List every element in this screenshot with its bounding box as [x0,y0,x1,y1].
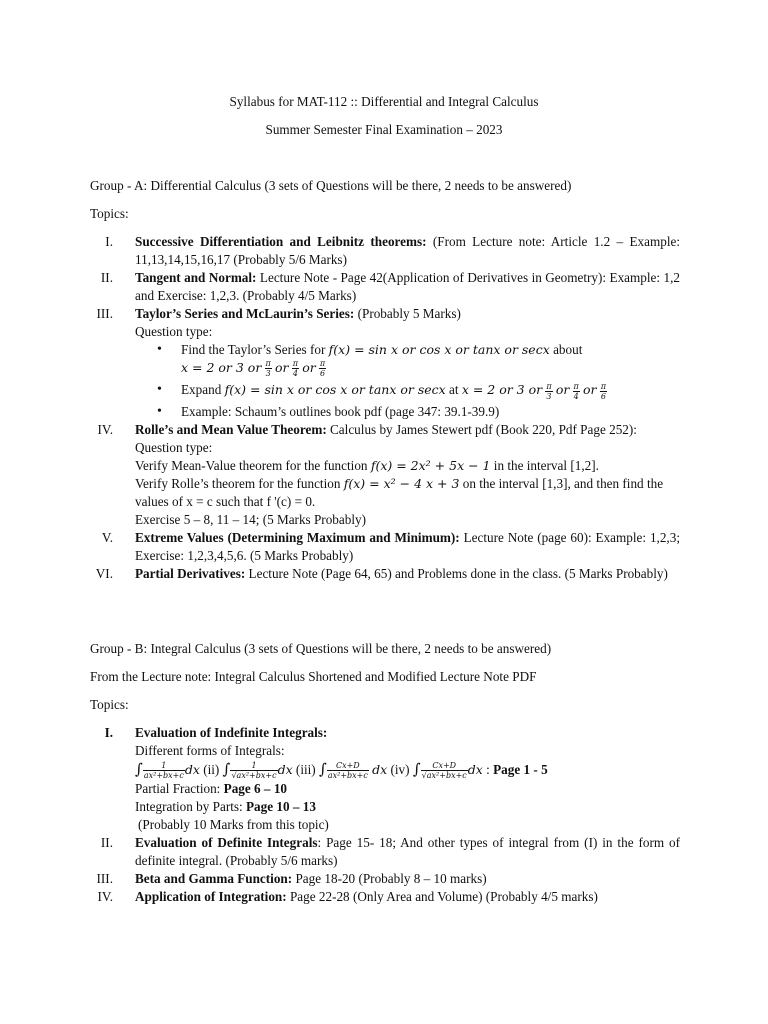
document-title: Syllabus for MAT-112 :: Differential and Integral Calculus [229,94,539,109]
topic-number: V. [101,529,113,545]
topic-text: (From Lecture note: Article 1.2 – Example: 11,13,14,15,16,17 (Probably 5/6 Marks) [135,234,681,267]
bullet-text: Example: Schaum’s outlines book pdf (page 347: 39.1-39.9) [181,403,500,419]
topic-title: Partial Derivatives: [135,565,246,581]
topic-number: IV. [97,421,113,437]
topic-a-5 [90,529,680,565]
topic-number: IV. [97,889,113,905]
fraction: $\frac{Cx+D}{\text{ax²+bx+c}}$ [327,761,368,781]
topic-number: III. [96,871,113,887]
topic-text: (Probably 5 Marks) [354,306,461,321]
bullet-item [153,403,680,421]
topic-text: Page 22-28 (Only Area and Volume) (Probably 4/5 marks) [289,889,598,905]
fraction: $\frac{\pi}{4}$ [292,359,298,379]
topic-a-6 [90,565,680,583]
topic-a-2 [90,269,680,305]
topic-text: Lecture Note - Page 42(Application of Derivatives in Geometry): Example: 1,2 and Exercise: 1,2,3. (Probably 4/5 Marks) [135,270,680,303]
group-a-heading: Group - A: Differential Calculus (3 sets of Questions will be there, 2 needs to be answered) [90,178,572,193]
group-b-topics-label: Topics: [90,697,129,712]
fraction: $\frac{\pi}{4}$ [573,381,579,401]
topic-title: Evaluation of Indefinite Integrals: [135,725,328,740]
rolle-line: Verify Rolle’s theorem for the function f(x) = x² − 4 x + 3 on the interval [1,3], and then find the values of x = c such that f '(c) = 0. [135,475,664,509]
topic-title: Taylor’s Series and McLaurin’s Series: [135,306,355,321]
bullet-item [153,381,680,400]
topic-text: : Page 15- 18; And other types of integral from (I) in the form of definite integral. (Probably 5/6 marks) [135,835,680,869]
topic-title: Rolle’s and Mean Value Theorem: [135,421,327,437]
marks-note: (Probably 10 Marks from this topic) [138,817,329,833]
question-type-label: Question type: [135,324,213,339]
bullet-item [153,341,680,378]
fraction: $\frac{1}{\text{√ax²+bx+c}}$ [231,761,277,781]
topic-title: Beta and Gamma Function: [135,871,293,887]
bullet-text: Find the Taylor’s Series for [181,342,326,357]
topic-text: Lecture Note (Page 64, 65) and Problems done in the class. (5 Marks Probably) [248,565,668,581]
fraction: $\frac{1}{\text{ax²+bx+c}}$ [143,761,184,781]
math-expression: or [275,360,289,375]
group-a-topic-list [90,233,680,583]
topic-a-4 [90,421,680,529]
bullet-text: at [448,382,459,398]
topic-title: Tangent and Normal: [135,270,257,285]
math-expression: or [555,382,570,398]
topic-number: I. [105,234,113,249]
mvt-line: Verify Mean-Value theorem for the function f(x) = 2x² + 5x − 1 in the interval [1,2]. [135,457,599,473]
forms-label: Different forms of Integrals: [135,743,285,758]
topic-number: III. [96,306,113,321]
topic-text: Calculus by James Stewert pdf (Book 220, Pdf Page 252): [330,421,637,437]
page-reference: Page 1 - 5 [493,762,548,777]
math-expression: x = 2 or 3 or [181,360,262,375]
topic-number: VI. [95,565,113,581]
bullet-text: Expand [181,382,222,398]
math-expression: or [583,382,597,398]
topic-a-1 [90,233,680,269]
topic-b-2 [90,834,680,870]
group-a-topics-label: Topics: [90,206,129,221]
math-expression: x = 2 or 3 or [461,382,543,398]
topic-title: Evaluation of Definite Integrals [135,835,318,851]
document-subtitle: Summer Semester Final Examination – 2023 [265,122,503,137]
math-expression: f(x) = x² − 4 x + 3 [343,475,460,491]
topic-b-1 [90,724,680,834]
fraction: $\frac{\pi}{3}$ [546,381,552,401]
topic-text: Lecture Note (page 60): Example: 1,2,3; Exercise: 1,2,3,4,5,6. (5 Marks Probably) [135,529,680,563]
topic-title: Application of Integration: [135,889,287,905]
bullet-text: about [553,342,583,357]
math-expression: f(x) = sin x or cos x or tanx or secx [328,342,550,357]
topic-a-3 [90,305,680,421]
exercise-line: Exercise 5 – 8, 11 – 14; (5 Marks Probably) [135,511,366,527]
fraction: $\frac{\pi}{3}$ [265,359,271,379]
lecture-note-source: From the Lecture note: Integral Calculus Shortened and Modified Lecture Note PDF [90,669,537,684]
math-expression: f(x) = 2x² + 5x − 1 [370,457,491,473]
fraction: $\frac{\pi}{6}$ [600,381,606,401]
math-expression: f(x) = sin x or cos x or tanx or secx [224,382,446,398]
topic-title: Extreme Values (Determining Maximum and Minimum): [135,529,460,545]
topic-number: II. [100,270,113,285]
group-b-heading: Group - B: Integral Calculus (3 sets of Questions will be there, 2 needs to be answered) [90,641,552,656]
fraction: $\frac{Cx+D}{\text{√ax²+bx+c}}$ [421,761,467,781]
math-expression: or [302,360,316,375]
topic-b-4 [90,888,680,906]
taylor-bullets [135,341,680,421]
topic-text: Page 18-20 (Probably 8 – 10 marks) [295,871,487,887]
integration-by-parts-line: Integration by Parts: Page 10 – 13 [135,799,316,815]
question-type-label: Question type: [135,439,213,455]
topic-number: II. [100,835,113,851]
topic-number: I. [104,725,113,740]
partial-fraction-line: Partial Fraction: Page 6 – 10 [135,781,288,797]
fraction: $\frac{\pi}{6}$ [319,359,326,379]
integral-forms: ∫ $\frac{1}{\text{ax²+bx+c}}$ dx (ii) ∫ $\frac{1}{\text{√ax²+bx+c}}$ dx (iii) ∫ $\frac{Cx+D}{\text{ax²+bx+c}}$ dx (iv) ∫ $\frac{Cx+D}{\text{√ax²+bx+c}}$ dx : Page 1 - 5 [135,760,548,781]
group-b-topic-list [90,724,680,906]
topic-b-3 [90,870,680,888]
topic-title: Successive Differentiation and Leibnitz theorems: [135,234,427,249]
